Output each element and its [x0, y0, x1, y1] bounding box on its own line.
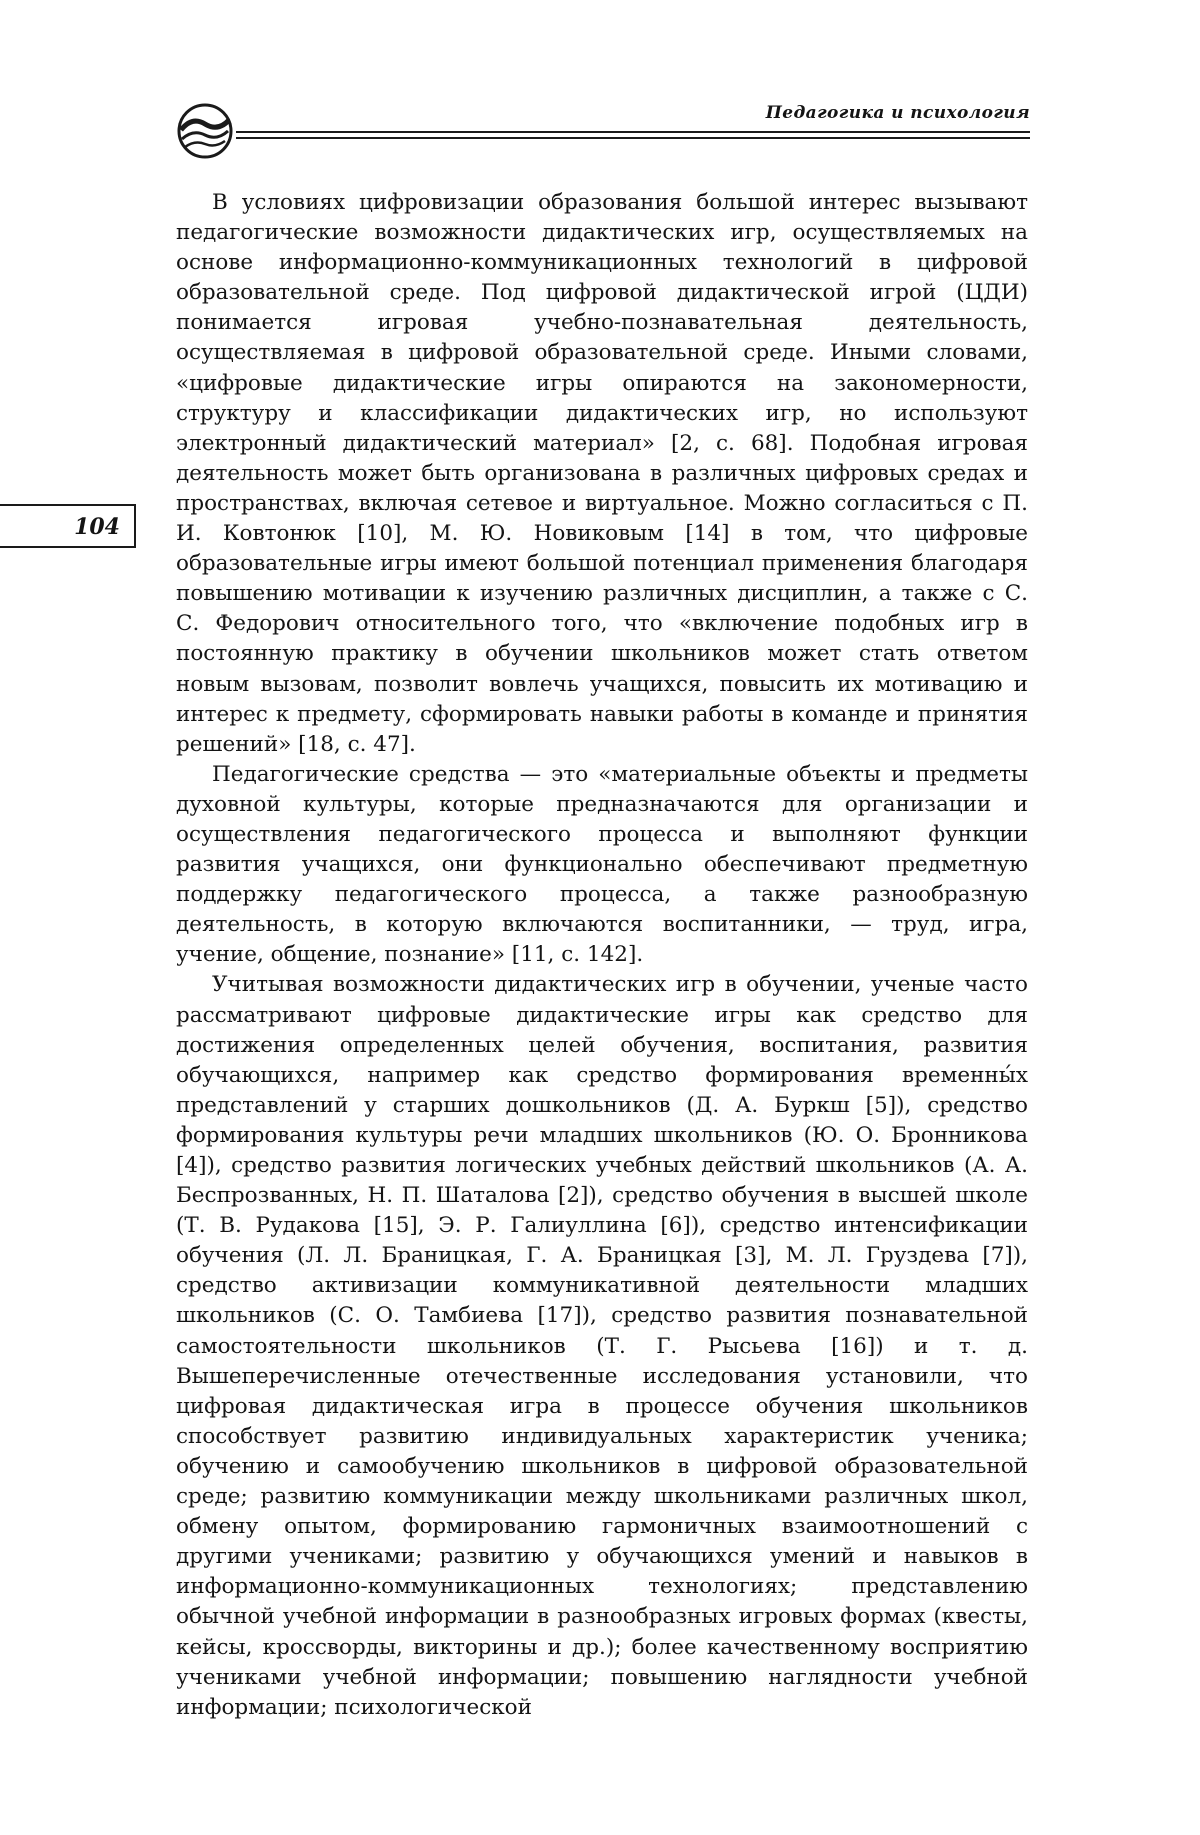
body-text — [176, 188, 1028, 1723]
paragraph-2: Педагогические средства — это «материальные объекты и предметы духовной культуры, которые предназначаются для организации и осуществления педагогического процесса и выполняют функции развития учащихся, они функционально обеспечивают предметную поддержку педагогического процесса, а также разнообразную деятельность, в которую включаются воспитанники, — труд, игра, учение, общение, познание» [11, с. 142]. — [176, 761, 1028, 968]
publisher-logo — [176, 102, 234, 160]
header-rule-thin — [236, 131, 1030, 133]
header-rule-thick — [236, 137, 1030, 139]
wave-logo-icon — [176, 102, 234, 160]
paragraph-1: В условиях цифровизации образования большой интерес вызывают педагогические возможности дидактических игр, осуществляемых на основе информационно-коммуникационных технологий в цифровой образовательной среде. Под цифровой дидактической игрой (ЦДИ) понимается игровая учебно-познавательная деятельность, осуществляемая в цифровой образовательной среде. Иными словами, «цифровые дидактические игры опираются на закономерности, структуру и классификации дидактических игр, но используют электронный дидактический материал» [2, с. 68]. Подобная игровая деятельность может быть организована в различных цифровых средах и пространствах, включая сетевое и виртуальное. Можно согласиться с П. И. Ковтонюк [10], М. Ю. Новиковым [14] в том, что цифровые образовательные игры имеют большой потенциал применения благодаря повышению мотивации к изучению различных дисциплин, а также с С. С. Федорович относительного того, что «включение подобных игр в постоянную практику в обучении школьников может стать ответом новым вызовам, позволит вовлечь учащихся, повысить их мотивацию и интерес к предмету, сформировать навыки работы в команде и принятия решений» [18, с. 47]. — [176, 190, 1028, 757]
page-number: 104 — [74, 514, 120, 540]
running-header-title: Педагогика и психология — [765, 103, 1030, 123]
paragraph-3: Учитывая возможности дидактических игр в обучении, ученые часто рассматривают цифровые дидактические игры как средство для достижения определенных целей обучения, воспитания, развития обучающихся, например как средство формирования временны́х представлений у старших дошкольников (Д. А. Буркш [5]), средство формирования культуры речи младших школьников (Ю. О. Бронникова [4]), средство развития логических учебных действий школьников (А. А. Беспрозванных, Н. П. Шаталова [2]), средство обучения в высшей школе (Т. В. Рудакова [15], Э. Р. Галиуллина [6]), средство интенсификации обучения (Л. Л. Браницкая, Г. А. Браницкая [3], М. Л. Груздева [7]), средство активизации коммуникативной деятельности младших школьников (С. О. Тамбиева [17]), средство развития познавательной самостоятельности школьников (Т. Г. Рысьева [16]) и т. д. Вышеперечисленные отечественные исследования установили, что цифровая дидактическая игра в процессе обучения школьников способствует развитию индивидуальных характеристик ученика; обучению и самообучению школьников в цифровой образовательной среде; развитию коммуникации между школьниками различных школ, обмену опытом, формированию гармоничных взаимоотношений с другими учениками; развитию у обучающихся умений и навыков в информационно-коммуникационных технологиях; представлению обычной учебной информации в разнообразных игровых формах (квесты, кейсы, кроссворды, викторины и др.); более качественному восприятию учениками учебной информации; повышению наглядности учебной информации; психологической — [176, 972, 1028, 1720]
page-number-box — [0, 504, 136, 548]
